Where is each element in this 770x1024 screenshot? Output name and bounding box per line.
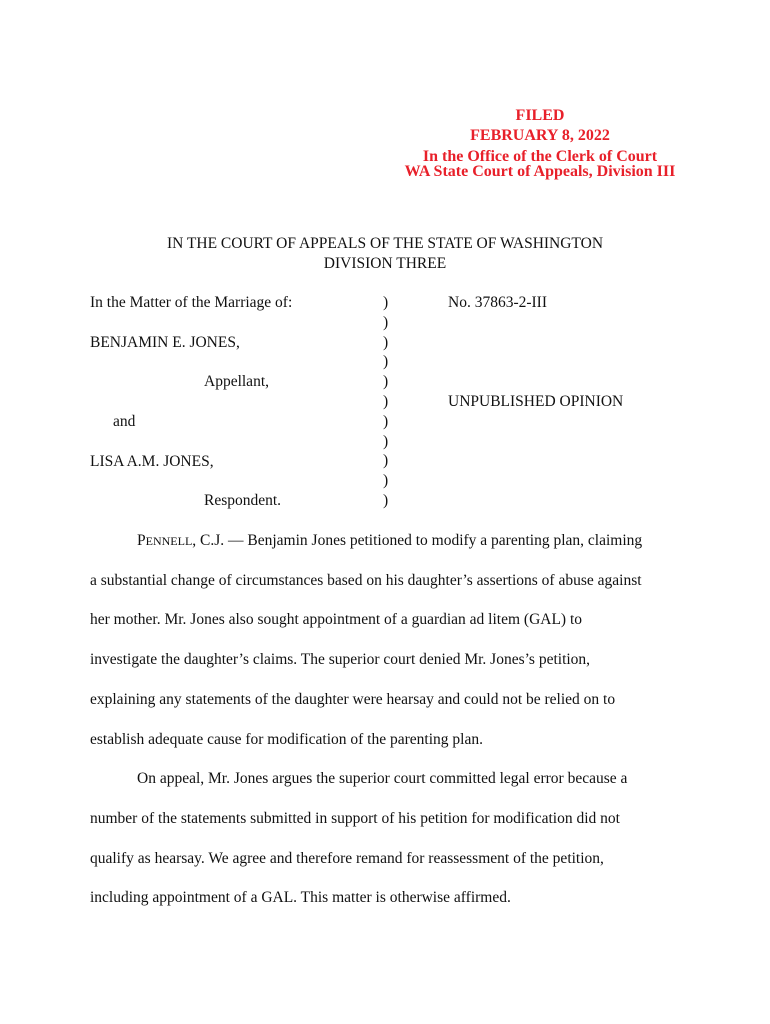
case-number: No. 37863-2-III bbox=[448, 294, 548, 311]
paragraph-line: including appointment of a GAL. This matter is otherwise affirmed. bbox=[90, 889, 511, 906]
caption-matter: In the Matter of the Marriage of: bbox=[90, 294, 293, 311]
caption-paren: ) bbox=[383, 353, 389, 371]
caption-paren: ) bbox=[383, 333, 389, 351]
filed-stamp-date: FEBRUARY 8, 2022 bbox=[470, 127, 610, 144]
caption-parenthesis-column bbox=[383, 293, 395, 511]
paragraph-line: her mother. Mr. Jones also sought appointment of a guardian ad litem (GAL) to bbox=[90, 611, 583, 628]
paragraph-line: On appeal, Mr. Jones argues the superior court committed legal error because a bbox=[137, 770, 628, 787]
caption-paren: ) bbox=[383, 294, 389, 311]
author-name-smallcaps: ENNELL bbox=[145, 534, 193, 548]
caption-appellant-role: Appellant, bbox=[204, 373, 269, 390]
caption-and: and bbox=[113, 413, 136, 430]
caption-paren: ) bbox=[383, 432, 389, 450]
court-division: DIVISION THREE bbox=[323, 255, 447, 272]
caption-appellant-name: BENJAMIN E. JONES, bbox=[90, 334, 240, 351]
caption-paren: ) bbox=[383, 313, 389, 331]
caption-respondent-name: LISA A.M. JONES, bbox=[90, 453, 214, 470]
court-name: IN THE COURT OF APPEALS OF THE STATE OF WASHINGTON bbox=[166, 235, 604, 252]
filed-stamp-title: FILED bbox=[515, 107, 565, 124]
author-initial: P bbox=[137, 532, 146, 549]
paragraph-line: qualify as hearsay. We agree and therefore remand for reassessment of the petition, bbox=[90, 850, 604, 867]
caption-paren: ) bbox=[383, 491, 389, 509]
caption-paren: ) bbox=[383, 392, 389, 410]
caption-respondent-role: Respondent. bbox=[204, 492, 282, 509]
author-title-text: , C.J. — Benjamin Jones petitioned to modify a parenting plan, claiming bbox=[192, 532, 643, 549]
paragraph-line: number of the statements submitted in support of his petition for modification did not bbox=[90, 810, 620, 827]
caption-paren: ) bbox=[383, 412, 389, 430]
caption-paren: ) bbox=[383, 472, 389, 490]
caption-paren: ) bbox=[383, 373, 389, 391]
opinion-first-line bbox=[137, 532, 737, 550]
paragraph-line: explaining any statements of the daughter were hearsay and could not be relied on to bbox=[90, 691, 616, 708]
caption-paren: ) bbox=[383, 452, 389, 470]
paragraph-line: investigate the daughter’s claims. The superior court denied Mr. Jones’s petition, bbox=[90, 651, 591, 668]
paragraph-line: establish adequate cause for modification of the parenting plan. bbox=[90, 731, 483, 748]
opinion-type: UNPUBLISHED OPINION bbox=[448, 393, 624, 410]
filed-stamp-office: In the Office of the Clerk of Court bbox=[422, 148, 658, 165]
paragraph-line: a substantial change of circumstances based on his daughter’s assertions of abuse against bbox=[90, 572, 642, 589]
filed-stamp-court: WA State Court of Appeals, Division III bbox=[404, 163, 676, 180]
